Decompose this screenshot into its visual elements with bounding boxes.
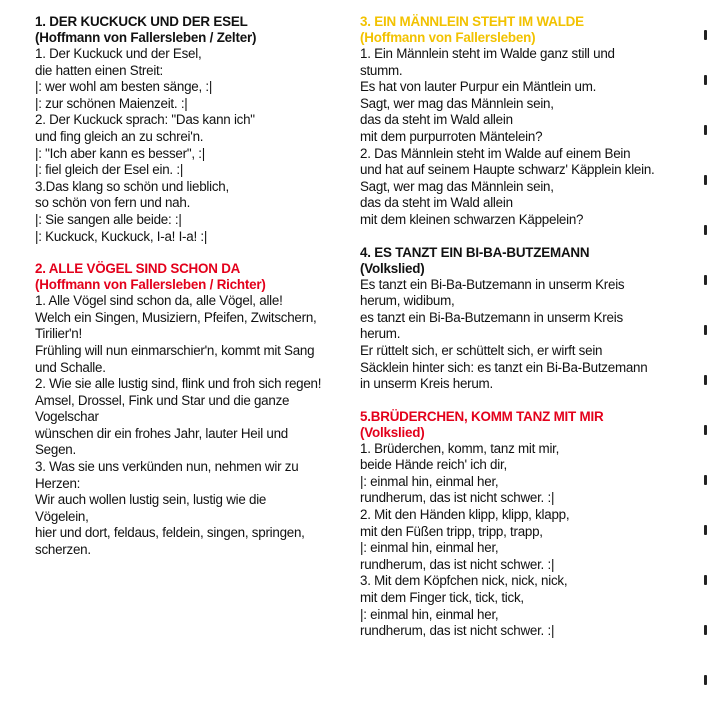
- lyric-line: in unserm Kreis herum.: [360, 376, 493, 392]
- lyric-line: Segen.: [35, 442, 76, 458]
- lyric-line: herum, widibum,: [360, 293, 455, 309]
- song-credit: (Hoffmann von Fallersleben / Zelter): [35, 30, 257, 45]
- lyric-line: 1. Brüderchen, komm, tanz mit mir,: [360, 440, 560, 456]
- lyric-line: wünschen dir ein frohes Jahr, lauter Heil und: [35, 425, 288, 441]
- lyric-line: |: Sie sangen alle beide: :|: [35, 211, 182, 227]
- lyric-line: Er rüttelt sich, er schüttelt sich, er wirft sein: [360, 342, 603, 358]
- lyric-line: Es hat von lauter Purpur ein Mäntlein um.: [360, 79, 597, 95]
- song-credit: (Hoffmann von Fallersleben / Richter): [35, 277, 266, 293]
- lyric-line: |: Kuckuck, Kuckuck, I-a! I-a! :|: [35, 228, 208, 244]
- lyric-line: Tirilier'n!: [35, 326, 82, 342]
- song-credit: (Volkslied): [360, 424, 425, 440]
- lyric-line: 2. Mit den Händen klipp, klipp, klapp,: [360, 507, 570, 523]
- lyric-line: 2. Das Männlein steht im Walde auf einem Bein: [360, 145, 631, 161]
- binding-mark: [704, 625, 707, 635]
- binding-mark: [704, 375, 707, 385]
- lyric-line: stumm.: [360, 62, 403, 78]
- lyric-line: |: "Ich aber kann es besser", :|: [35, 145, 205, 161]
- song-block: [360, 14, 695, 229]
- binding-mark: [704, 425, 707, 435]
- lyric-line: es tanzt ein Bi-Ba-Butzemann in unserm Kreis: [360, 309, 623, 325]
- left-column: [35, 14, 350, 575]
- lyric-line: Vogelschar: [35, 409, 99, 425]
- lyric-line: mit den Füßen tripp, tripp, trapp,: [360, 523, 543, 539]
- lyric-line: Wir auch wollen lustig sein, lustig wie die: [35, 492, 267, 508]
- song-title: 3. EIN MÄNNLEIN STEHT IM WALDE: [360, 14, 584, 29]
- lyric-line: Herzen:: [35, 475, 81, 491]
- song-title: 1. DER KUCKUCK UND DER ESEL: [35, 14, 248, 29]
- song-block: [360, 409, 695, 640]
- lyric-line: |: fiel gleich der Esel ein. :|: [35, 162, 184, 178]
- song-credit: (Volkslied): [360, 260, 425, 276]
- lyric-line: 3. Was sie uns verkünden nun, nehmen wir zu: [35, 459, 299, 475]
- song-credit: (Hoffmann von Fallersleben): [360, 30, 536, 45]
- lyric-line: 3.Das klang so schön und lieblich,: [35, 178, 229, 194]
- binding-mark: [704, 525, 707, 535]
- song-title: 5.BRÜDERCHEN, KOMM TANZ MIT MIR: [360, 408, 604, 424]
- lyric-line: und Schalle.: [35, 359, 106, 375]
- lyric-line: rundherum, das ist nicht schwer. :|: [360, 623, 555, 639]
- lyric-line: Säcklein hinter sich: es tanzt ein Bi-Ba-Butzemann: [360, 359, 648, 375]
- binding-mark: [704, 675, 707, 685]
- lyric-line: Welch ein Singen, Musiziern, Pfeifen, Zwitschern,: [35, 309, 317, 325]
- lyric-line: Es tanzt ein Bi-Ba-Butzemann in unserm Kreis: [360, 276, 625, 292]
- binding-mark: [704, 275, 707, 285]
- lyric-line: rundherum, das ist nicht schwer. :|: [360, 556, 555, 572]
- lyric-line: Amsel, Drossel, Fink und Star und die ganze: [35, 392, 290, 408]
- lyric-line: |: einmal hin, einmal her,: [360, 473, 499, 489]
- binding-mark: [704, 575, 707, 585]
- binding-mark: [704, 30, 707, 40]
- lyric-line: mit dem purpurroten Mäntelein?: [360, 128, 543, 144]
- lyric-line: so schön von fern und nah.: [35, 195, 191, 211]
- lyric-line: herum.: [360, 326, 401, 342]
- lyric-line: 1. Alle Vögel sind schon da, alle Vögel, alle!: [35, 293, 283, 309]
- binding-mark: [704, 225, 707, 235]
- lyric-line: die hatten einen Streit:: [35, 62, 163, 78]
- lyric-line: das da steht im Wald allein: [360, 195, 513, 211]
- binding-mark: [704, 175, 707, 185]
- lyric-line: und fing gleich an zu schrei'n.: [35, 128, 204, 144]
- lyric-line: mit dem Finger tick, tick, tick,: [360, 590, 524, 606]
- lyric-line: Vögelein,: [35, 508, 89, 524]
- lyric-line: |: einmal hin, einmal her,: [360, 540, 499, 556]
- binding-mark: [704, 75, 707, 85]
- song-block: [35, 14, 350, 245]
- lyric-line: 1. Der Kuckuck und der Esel,: [35, 46, 202, 61]
- lyric-line: mit dem kleinen schwarzen Käppelein?: [360, 211, 584, 227]
- binding-mark: [704, 325, 707, 335]
- lyric-line: rundherum, das ist nicht schwer. :|: [360, 490, 555, 506]
- lyric-line: und hat auf seinem Haupte schwarz' Käpplein klein.: [360, 162, 655, 178]
- lyric-line: |: zur schönen Maienzeit. :|: [35, 95, 188, 111]
- column-gutter: [350, 0, 351, 711]
- lyric-line: |: wer wohl am besten sänge, :|: [35, 79, 213, 95]
- lyric-line: Frühling will nun einmarschier'n, kommt mit Sang: [35, 342, 315, 358]
- lyric-line: 3. Mit dem Köpfchen nick, nick, nick,: [360, 573, 568, 589]
- lyric-line: das da steht im Wald allein: [360, 112, 513, 128]
- lyric-line: 1. Ein Männlein steht im Walde ganz still und: [360, 46, 615, 61]
- song-title: 2. ALLE VÖGEL SIND SCHON DA: [35, 261, 241, 277]
- binding-mark: [704, 475, 707, 485]
- lyric-line: Sagt, wer mag das Männlein sein,: [360, 95, 554, 111]
- song-block: [35, 261, 350, 559]
- lyric-line: Sagt, wer mag das Männlein sein,: [360, 178, 554, 194]
- lyric-line: beide Hände reich' ich dir,: [360, 457, 507, 473]
- lyric-line: |: einmal hin, einmal her,: [360, 606, 499, 622]
- lyric-line: scherzen.: [35, 542, 91, 558]
- lyric-line: 2. Der Kuckuck sprach: "Das kann ich": [35, 112, 255, 128]
- binding-mark: [704, 125, 707, 135]
- song-title: 4. ES TANZT EIN BI-BA-BUTZEMANN: [360, 244, 590, 260]
- lyric-line: 2. Wie sie alle lustig sind, flink und froh sich regen!: [35, 376, 322, 392]
- song-block: [360, 245, 695, 393]
- lyric-line: hier und dort, feldaus, feldein, singen, springen,: [35, 525, 305, 541]
- right-column: [360, 14, 695, 656]
